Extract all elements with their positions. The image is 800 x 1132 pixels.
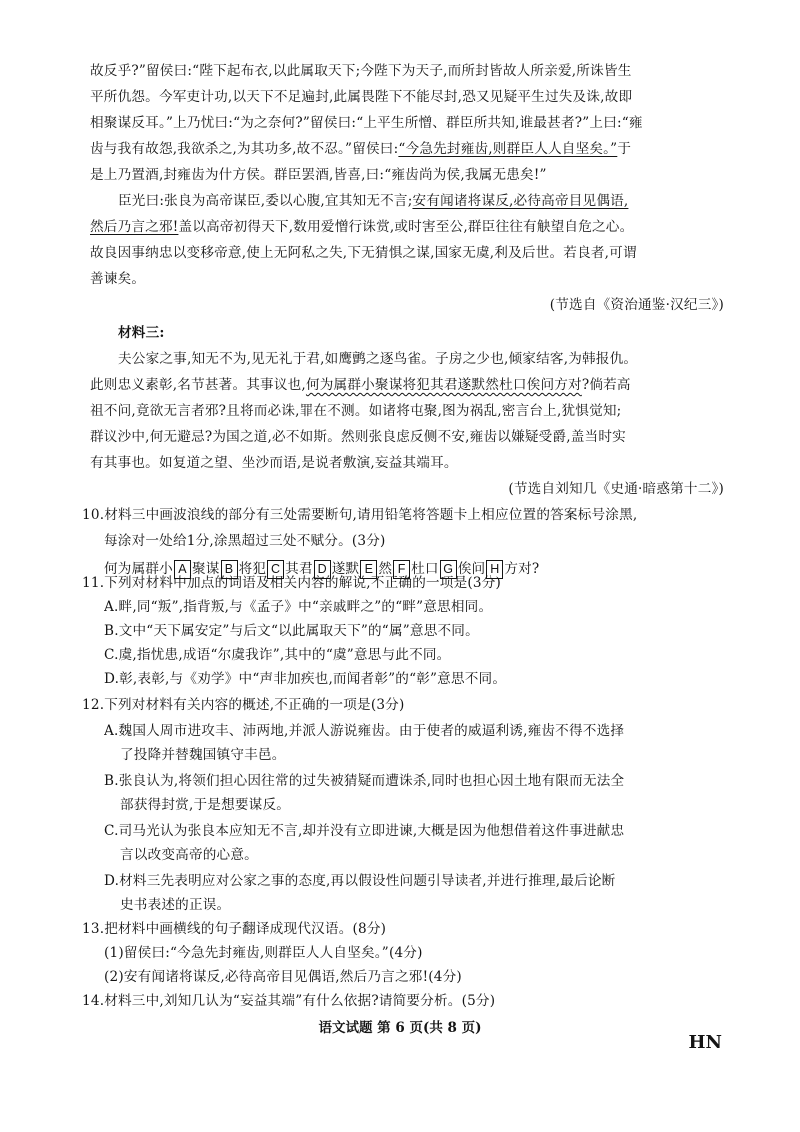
segment-5: 遂默 (331, 561, 360, 577)
question-13-sentence-1: (1)留侯曰:“今急先封雍齿,则群臣人人自坚矣。”(4分) (104, 945, 423, 961)
question-11-option-c: C.虞,指忧患,成语“尔虞我诈”,其中的“虞”意思与此不同。 (104, 647, 451, 663)
segment-7: 杜口 (411, 561, 439, 577)
question-10-stem: 10.材料三中画波浪线的部分有三处需要断句,请用铅笔将答题卡上相应位置的答案标号涂黑, (82, 507, 638, 523)
material3-line-3: 祖不问,竟欲无言者邪?且将而必诛,罪在不测。如诸将屯聚,图为祸乱,密言台上,犹惧觉知; (90, 403, 622, 419)
question-12-option-a: A.魏国人周市进攻丰、沛两地,并派人游说雍齿。由于使者的威逼利诱,雍齿不得不选择 (104, 723, 625, 739)
break-option-b[interactable]: B (221, 560, 238, 579)
question-14-stem: 14.材料三中,刘知几认为“妄益其端”有什么依据?请简要分析。(5分) (82, 993, 496, 1009)
segment-9: 方对? (504, 561, 540, 577)
question-12-option-b-cont: 部获得封赏,于是想要谋反。 (120, 797, 291, 813)
question-12-option-b: B.张良认为,将领们担心因往常的过失被猜疑而遭诛杀,同时也担心因土地有限而无法全 (104, 773, 625, 789)
commentary-text: 臣光曰:张良为高帝谋臣,委以心腹,宜其知无不言; (118, 193, 413, 209)
material2-line-4 (90, 136, 730, 162)
material2-line-1: 故反乎?”留侯曰:“陛下起布衣,以此属取天下;今陛下为天子,而所封皆故人所亲爱,所诛皆生 (90, 63, 632, 79)
underlined-sentence-2b: 然后乃言之邪! (90, 219, 179, 235)
question-10-stem-2: 每涂对一处给1分,涂黑超过三处不赋分。(3分) (104, 533, 386, 549)
question-12-option-c-cont: 言以改变高帝的心意。 (120, 847, 258, 863)
break-option-f[interactable]: F (393, 560, 410, 579)
break-option-g[interactable]: G (440, 560, 457, 579)
material2-line-5: 是上乃置酒,封雍齿为什方侯。群臣罢酒,皆喜,曰:“雍齿尚为侯,我属无患矣!” (90, 167, 547, 183)
material3-title: 材料三: (118, 325, 165, 341)
question-12-option-d: D.材料三先表明应对公家之事的态度,再以假设性问题引导读者,并进行推理,最后论断 (104, 873, 616, 889)
material2-line-3: 相聚谋反耳。”上乃忧曰:“为之奈何?”留侯曰:“上平生所憎、群臣所共知,谁最甚者?”上曰:“雍 (90, 115, 643, 131)
region-mark: HN (688, 1032, 722, 1053)
wavy-underlined-passage: 何为属群小聚谋将犯其君遂默然杜口俟问方对 (305, 377, 582, 393)
commentary-line-4: 善谏矣。 (90, 271, 146, 287)
material2-line-2: 平所仇怨。今军吏计功,以天下不足遍封,此属畏陛下不能尽封,恐又见疑平生过失及诛,故即 (90, 89, 633, 105)
question-13-stem: 13.把材料中画横线的句子翻译成现代汉语。(8分) (82, 921, 387, 937)
material3-line-1: 夫公家之事,知无不为,见无礼于君,如鹰鹯之逐鸟雀。子房之少也,倾家结客,为韩报仇。 (118, 351, 638, 367)
material3-line-4: 群议沙中,何无避忌?为国之道,必不如斯。然则张良虑反侧不安,雍齿以嫌疑受爵,盖当时实 (90, 429, 626, 445)
break-option-e[interactable]: E (360, 560, 377, 579)
material3-line-2 (90, 372, 730, 398)
break-option-d[interactable]: D (314, 560, 331, 579)
question-12-stem: 12.下列对材料有关内容的概述,不正确的一项是(3分) (82, 697, 405, 713)
question-13-sentence-2: (2)安有闻诸将谋反,必待高帝目见偶语,然后乃言之邪!(4分) (104, 969, 462, 985)
commentary-line-1 (118, 188, 730, 214)
break-option-c[interactable]: C (267, 560, 284, 579)
segment-2: 聚谋 (191, 561, 220, 577)
segment-1: 何为属群小 (104, 561, 173, 577)
commentary-line-2 (90, 214, 730, 240)
question-12-option-d-cont: 史书表述的正误。 (120, 897, 231, 913)
question-12-option-c: C.司马光认为张良本应知无不言,却并没有立即进谏,大概是因为他想借着这件事进献忠 (104, 823, 625, 839)
underlined-sentence-1: “今急先封雍齿,则群臣人人自坚矣。” (398, 141, 618, 157)
commentary-text-2: 盖以高帝初得天下,数用爱憎行诛赏,或时害至公,群臣往往有觖望自危之心。 (178, 219, 634, 235)
material3-line-5: 有其事也。如复道之望、坐沙而语,是说者敷演,妄益其端耳。 (90, 455, 458, 471)
question-11-option-b: B.文中“天下属安定”与后文“以此属取天下”的“属”意思不同。 (104, 623, 479, 639)
question-12-option-a-cont: 了投降并替魏国镇守丰邑。 (120, 747, 286, 763)
question-11-option-d: D.彰,表彰,与《劝学》中“声非加疾也,而闻者彰”的“彰”意思不同。 (104, 671, 507, 687)
material3-line-2-text: 此则忠义素彰,名节甚著。其事议也, (90, 377, 306, 393)
material2-line-4-text: 齿与我有故怨,我欲杀之,为其功多,故不忍。”留侯曰: (90, 141, 399, 157)
segment-8: 俟问 (457, 561, 486, 577)
material2-line-4-end: 于 (617, 141, 632, 157)
break-option-h[interactable]: H (486, 560, 503, 579)
segment-4: 其君 (285, 561, 313, 577)
material2-source: (节选自《资治通鉴·汉纪三》) (549, 297, 724, 313)
underlined-sentence-2a: 安有闻诸将谋反,必待高帝目见偶语, (412, 193, 629, 209)
page-footer: 语文试题 第 6 页(共 8 页) (318, 1020, 482, 1036)
segment-6: 然 (378, 561, 393, 577)
segment-3: 将犯 (238, 561, 267, 577)
commentary-line-3: 故良因事纳忠以变移帝意,使上无阿私之失,下无猜惧之谋,国家无虞,利及后世。若良者,可谓 (90, 245, 637, 261)
material3-source: (节选自刘知几《史通·暗惑第十二》) (508, 481, 724, 497)
question-11-stem: 11.下列对材料中加点的词语及相关内容的解说,不正确的一项是(3分) (82, 575, 502, 591)
break-option-a[interactable]: A (174, 560, 191, 579)
material3-line-2-end: ?倘若高 (581, 377, 631, 393)
question-11-option-a: A.畔,同“叛”,指背叛,与《孟子》中“亲戚畔之”的“畔”意思相同。 (104, 599, 493, 615)
